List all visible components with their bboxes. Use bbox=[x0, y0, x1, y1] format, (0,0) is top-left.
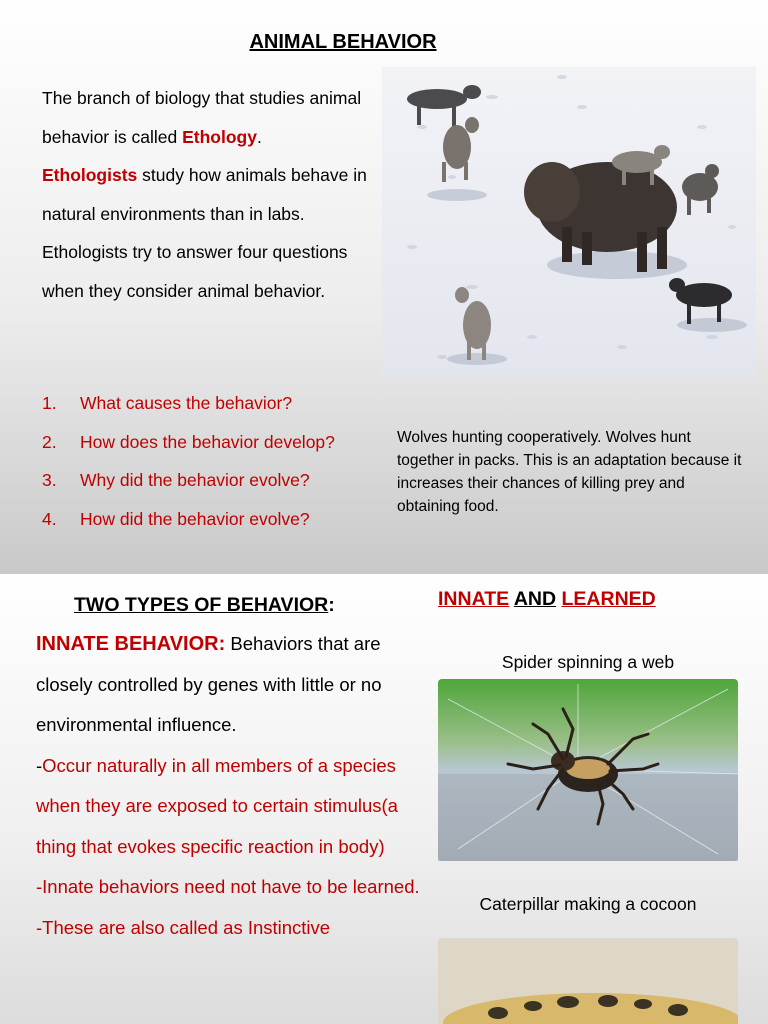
and-word: AND bbox=[513, 588, 557, 610]
question-list bbox=[42, 384, 372, 538]
question-text: What causes the behavior? bbox=[80, 393, 293, 413]
slide-title: ANIMAL BEHAVIOR bbox=[249, 31, 437, 53]
slide-two-types-of-behavior bbox=[0, 576, 768, 1024]
spider-caption: Spider spinning a web bbox=[501, 652, 675, 672]
question-item bbox=[42, 384, 372, 423]
intro-text-4: Ethologists try to answer four questions when they consider animal behavior. bbox=[42, 242, 348, 301]
innate-behavior-text bbox=[36, 624, 431, 948]
two-types-title-text: TWO TYPES OF BEHAVIOR bbox=[74, 594, 329, 616]
intro-paragraph bbox=[42, 79, 372, 310]
question-number: 1. bbox=[42, 393, 57, 413]
wolves-bison-photo bbox=[382, 67, 756, 375]
innate-definition: Behaviors that are closely controlled by genes with little or no environmental influence. bbox=[36, 633, 382, 735]
caterpillar-photo bbox=[438, 938, 738, 1024]
two-types-title bbox=[74, 594, 335, 617]
innate-learned-title bbox=[438, 588, 656, 611]
wolves-caption: Wolves hunting cooperatively. Wolves hunt together in packs. This is an adaptation because it increases their chances of killing prey and obtaining food. bbox=[397, 429, 742, 515]
innate-point-3: -These are also called as Instinctive bbox=[36, 916, 331, 938]
innate-behavior-heading: INNATE BEHAVIOR: bbox=[36, 633, 226, 655]
question-number: 3. bbox=[42, 470, 57, 490]
innate-point-2: -Innate behaviors need not have to be learned. bbox=[36, 876, 420, 897]
spider-web-photo bbox=[438, 679, 738, 861]
caterpillar-caption: Caterpillar making a cocoon bbox=[479, 894, 697, 914]
question-item bbox=[42, 461, 372, 500]
question-text: How did the behavior evolve? bbox=[80, 508, 310, 529]
ethology-term: Ethology bbox=[182, 126, 257, 147]
question-text: How does the behavior develop? bbox=[80, 431, 335, 452]
question-item bbox=[42, 423, 372, 462]
question-number: 4. bbox=[42, 508, 57, 529]
two-types-title-colon: : bbox=[328, 594, 335, 616]
question-item bbox=[42, 500, 372, 539]
innate-point-1: Occur naturally in all members of a species when they are exposed to certain stimulus(a thing that evokes specific reaction in body) bbox=[36, 754, 398, 857]
question-number: 2. bbox=[42, 431, 57, 452]
innate-word: INNATE bbox=[438, 588, 510, 610]
ethologists-term: Ethologists bbox=[42, 165, 138, 185]
question-text: Why did the behavior evolve? bbox=[80, 470, 310, 490]
intro-text-1: The branch of biology that studies animal behavior is called bbox=[42, 88, 362, 147]
point1-dash: - bbox=[36, 754, 43, 776]
intro-text-3: study how animals behave in natural environments than in labs. bbox=[42, 165, 367, 224]
intro-text-2: . bbox=[256, 126, 262, 147]
learned-word: LEARNED bbox=[561, 588, 656, 610]
